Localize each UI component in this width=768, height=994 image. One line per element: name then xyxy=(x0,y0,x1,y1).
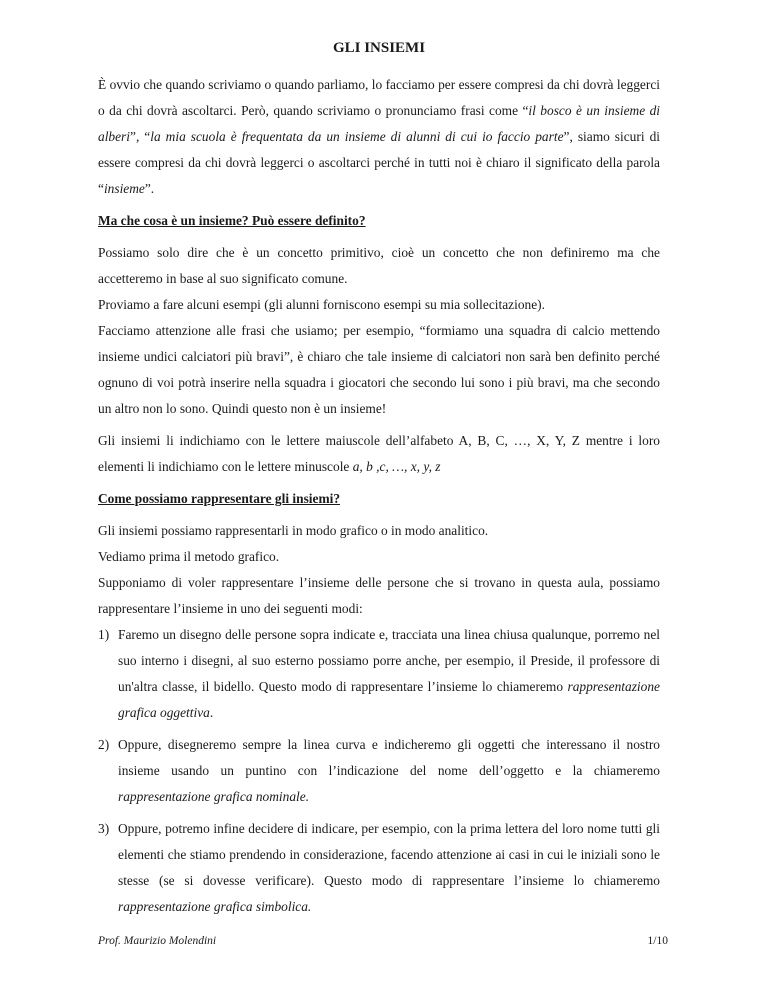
intro-quote-2: la mia scuola è frequentata da un insieme di alunni di cui io faccio parte xyxy=(150,129,564,144)
intro-quote-3: insieme xyxy=(103,181,145,196)
intro-paragraph xyxy=(98,72,660,202)
footer-author: Prof. Maurizio Molendini xyxy=(98,935,217,947)
list-item-term: rappresentazione grafica nominale. xyxy=(118,789,310,804)
section-heading-definition: Ma che cosa è un insieme? Può essere definito? xyxy=(98,213,366,228)
paragraph-primitive-concept: Possiamo solo dire che è un concetto primitivo, cioè un concetto che non definiremo ma che accetteremo in base al suo significato comune. xyxy=(98,245,660,286)
document-title: GLI INSIEMI xyxy=(332,40,426,56)
notation-lowercase: a, b ,c, …, x, y, z xyxy=(352,459,441,474)
list-item xyxy=(98,732,660,810)
section-heading-representation: Come possiamo rappresentare gli insiemi? xyxy=(98,491,341,506)
intro-text-3: ”, siamo sicuri di essere compresi da chi dovrà leggerci o ascoltarci perché in tutti noi è chiaro il significato della parola “ xyxy=(98,129,660,196)
intro-text-4: ”. xyxy=(144,181,155,196)
list-item-text: Oppure, disegneremo sempre la linea curva e indicheremo gli oggetti che interessano il nostro insieme usando un puntino con l’indicazione del nome dell’oggetto e la chiameremo xyxy=(118,737,660,778)
list-item-number: 2) xyxy=(98,737,110,752)
list-item-text: Faremo un disegno delle persone sopra indicate e, tracciata una linea chiusa qualunque, porremo nel suo interno i disegni, al suo esterno possiamo porre anche, per esempio, il Preside, il professore di un'altra classe, il bidello. Questo modo di rappresentare l’insieme lo chiameremo xyxy=(118,627,660,694)
intro-text-1: È ovvio che quando scriviamo o quando parliamo, lo facciamo per essere compresi da chi dovrà leggerci o da chi dovrà ascoltarci. Però, quando scriviamo o pronunciamo frasi come “ xyxy=(98,77,660,118)
intro-text-2: ”, “ xyxy=(130,129,151,144)
page-footer xyxy=(98,935,668,947)
paragraph-graphic-method: Vediamo prima il metodo grafico. xyxy=(98,549,280,564)
intro-quote-1: il bosco è un insieme di alberi xyxy=(98,103,661,144)
paragraph-notation xyxy=(98,428,660,480)
notation-text: Gli insiemi li indichiamo con le lettere maiuscole dell’alfabeto A, B, C, …, X, Y, Z mentre i loro elementi li indichiamo con le lettere minuscole xyxy=(98,433,660,474)
paragraph-football-example: Facciamo attenzione alle frasi che usiamo; per esempio, “formiamo una squadra di calcio mettendo insieme undici calciatori più bravi”, è chiaro che tale insieme di calciatori non sarà ben definito perché ognuno di voi potrà inserire nella squadra i giocatori che secondo lui sono i più bravi, ma che secondo un altro non lo sono. Quindi questo non è un insieme! xyxy=(98,323,660,416)
representation-list xyxy=(98,622,660,920)
list-item-number: 3) xyxy=(98,821,110,836)
paragraph-examples: Proviamo a fare alcuni esempi (gli alunni forniscono esempi su mia sollecitazione). xyxy=(98,297,545,312)
list-item xyxy=(98,622,660,726)
list-item-term: rappresentazione grafica oggettiva xyxy=(118,679,660,720)
list-item-text: Oppure, potremo infine decidere di indicare, per esempio, con la prima lettera del loro nome tutti gli elementi che stiamo prendendo in considerazione, facendo attenzione ai casi in cui le iniziali sono le stesse (se si dovesse verificare). Questo modo di rappresentare l’insieme lo chiameremo xyxy=(118,821,660,888)
list-item-number: 1) xyxy=(98,627,110,642)
paragraph-methods: Gli insiemi possiamo rappresentarli in modo grafico o in modo analitico. xyxy=(98,523,489,538)
list-item-term: rappresentazione grafica simbolica. xyxy=(118,899,312,914)
paragraph-suppose: Supponiamo di voler rappresentare l’insieme delle persone che si trovano in questa aula, possiamo rappresentare l’insieme in uno dei seguenti modi: xyxy=(98,575,660,616)
list-item xyxy=(98,816,660,920)
document-body xyxy=(98,72,660,926)
list-item-tail: . xyxy=(209,705,214,720)
page-number: 1/10 xyxy=(647,935,668,947)
